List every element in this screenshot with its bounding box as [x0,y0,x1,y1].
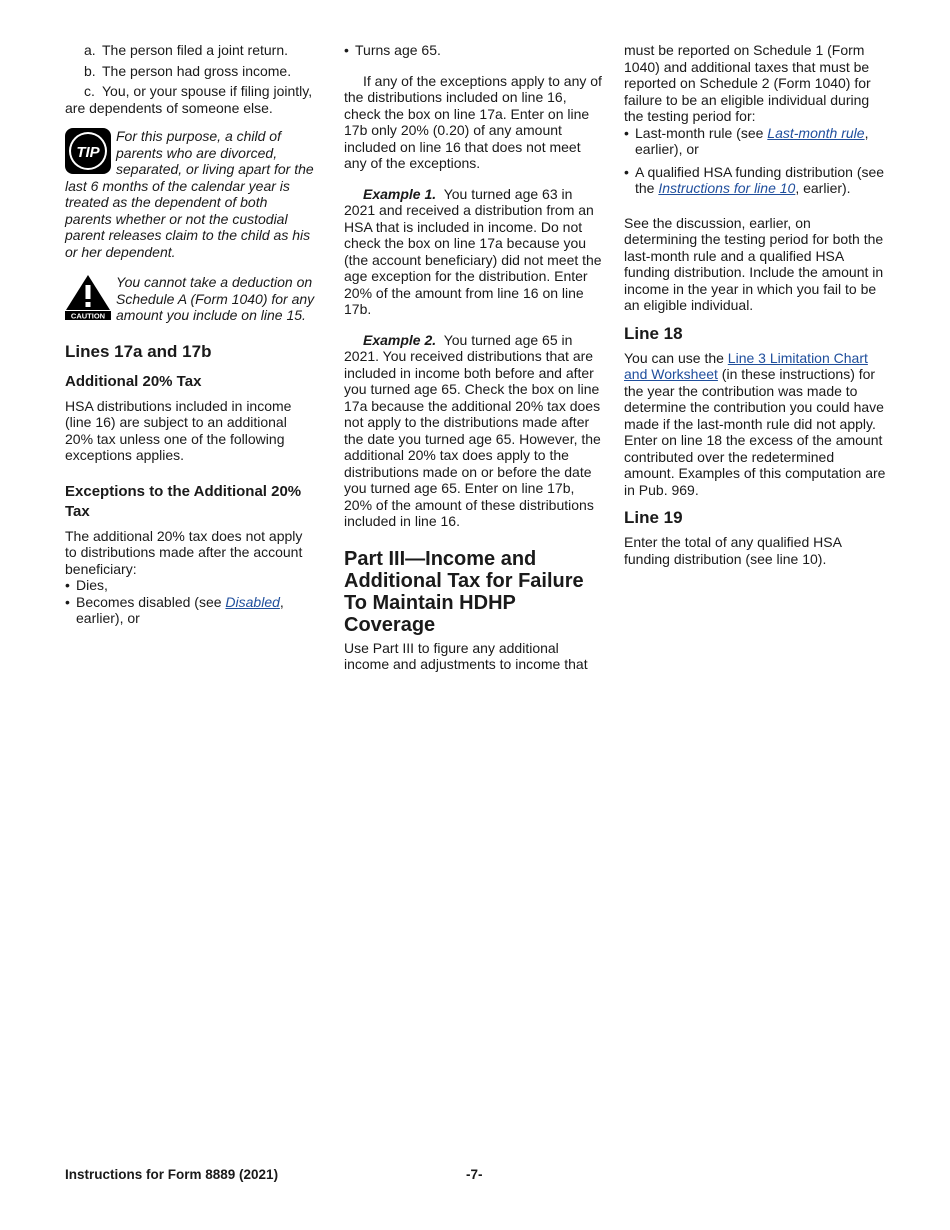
column-2 [344,42,606,673]
caution-text: You cannot take a deduction on Schedule A (Form 1040) for any amount you include on line 15. [116,274,315,323]
page-number: -7- [466,1167,483,1182]
para-line-18 [624,350,886,499]
bullet-turns-65: • Turns age 65. [344,42,606,59]
last-month-rule-link[interactable]: Last-month rule [767,124,865,141]
para-exceptions-apply: If any of the exceptions apply to any of the distributions included on line 16, check the box on line 17a. Enter on line 17b only 20% (0.20) of any amount included on line 16 that does not meet any of the exceptions. [344,72,602,171]
heading-lines-17: Lines 17a and 17b [65,341,212,361]
tip-icon [65,128,111,174]
bullet-disabled [65,594,315,627]
bullet-text: , earlier). [795,180,851,196]
bullet-last-month [624,125,886,158]
bullet-text: Last-month rule (see [635,124,768,141]
caution-callout [65,274,315,324]
bullet-text: Becomes disabled (see [76,593,226,610]
bullet-dies: • Dies, [65,577,315,594]
list-text: You, or your spouse if filing jointly, are dependents of someone else. [65,83,313,116]
example-1 [344,186,606,318]
example-2-text: You turned age 65 in 2021. You received distributions that are included in income both before and after you turned age 65. Check the box on line 17a because the additional 20% tax does not apply to the distributions made after the date you turned age 65. However, the additional 20% tax does apply to the distributions made on or before the date you turned age 65. Enter on line 17b, 20% of the amount of these distributions included in line 16. [344,331,601,529]
list-text: The person had gross income. [102,62,292,79]
para-exceptions: The additional 20% tax does not apply to distributions made after the account beneficiary: [65,527,303,577]
para-continued: must be reported on Schedule 1 (Form 1040) and additional taxes that must be reported on Schedule 2 (Form 1040) for failure to be an eligible individual during the testing period for: [624,42,871,124]
para-line-19: Enter the total of any qualified HSA funding distribution (see line 10). [624,534,842,567]
tip-callout [65,128,315,260]
line-18-text: (in these instructions) for the year the contribution was made to determine the contribution you could have made if the last-month rule did not apply. Enter on line 18 the excess of the amount contributed over the redetermined amount. Examples of this computation are in Pub. 969. [624,366,886,498]
tip-icon-label: TIP [76,144,100,161]
list-item-a [65,42,315,59]
para-additional-tax: HSA distributions included in income (line 16) are subject to an additional 20% tax unless one of the following exceptions applies. [65,397,292,463]
column-3 [624,42,886,567]
para-see-discussion: See the discussion, earlier, on determining the testing period for both the last-month rule and a qualified HSA funding distribution. Include the amount in income in the year in which you fail to be an eligible individual. [624,214,884,313]
line-10-link[interactable]: Instructions for line 10 [658,180,796,196]
footer-title: Instructions for Form 8889 (2021) [65,1167,279,1182]
line-18-text: You can use the [624,349,728,366]
bullet-text: A qualified HSA funding distribution (see the [635,163,885,196]
example-2-label: Example 2. [363,331,437,348]
bullet-text: , earlier), or [76,593,284,626]
heading-line-18: Line 18 [624,323,683,343]
example-2 [344,332,606,530]
column-1 [65,42,315,627]
list-letter: b. [84,62,96,79]
caution-icon-label: CAUTION [70,311,106,320]
line-3-chart-link[interactable]: Line 3 Limitation Chart and Worksheet [624,349,868,382]
list-text: The person filed a joint return. [102,42,288,58]
list-letter: a. [84,42,96,58]
list-item-c [65,83,315,116]
example-1-label: Example 1. [363,185,437,202]
list-item-b [65,63,315,80]
caution-icon [65,274,111,324]
list-letter: c. [84,83,95,99]
disabled-link[interactable]: Disabled [225,593,280,610]
heading-line-19: Line 19 [624,508,683,527]
bullet-text: , earlier), or [635,124,869,157]
subheading-exceptions: Exceptions to the Additional 20% Tax [65,482,302,520]
part-3-text: Use Part III to figure any additional income and adjustments to income that [344,639,588,672]
example-1-text: You turned age 63 in 2021 and received a distribution from an HSA that is included in income. Do not check the box on line 17a because you (the account beneficiary) did not meet the age exception for the distribution. Enter 20% of the amount from line 16 on line 17b. [344,185,602,317]
bullet-hsa-funding [624,164,886,197]
part-3-heading: Part III—Income and Additional Tax for Failure To Maintain HDHP Coverage [344,547,584,636]
tip-text: For this purpose, a child of parents who are divorced, separated, or living apart for the last 6 months of the calendar year is treated as the dependent of both parents whether or not the custodial parent releases claim to the child as his or her dependent. [65,128,314,260]
subheading-additional-tax: Additional 20% Tax [65,372,202,390]
